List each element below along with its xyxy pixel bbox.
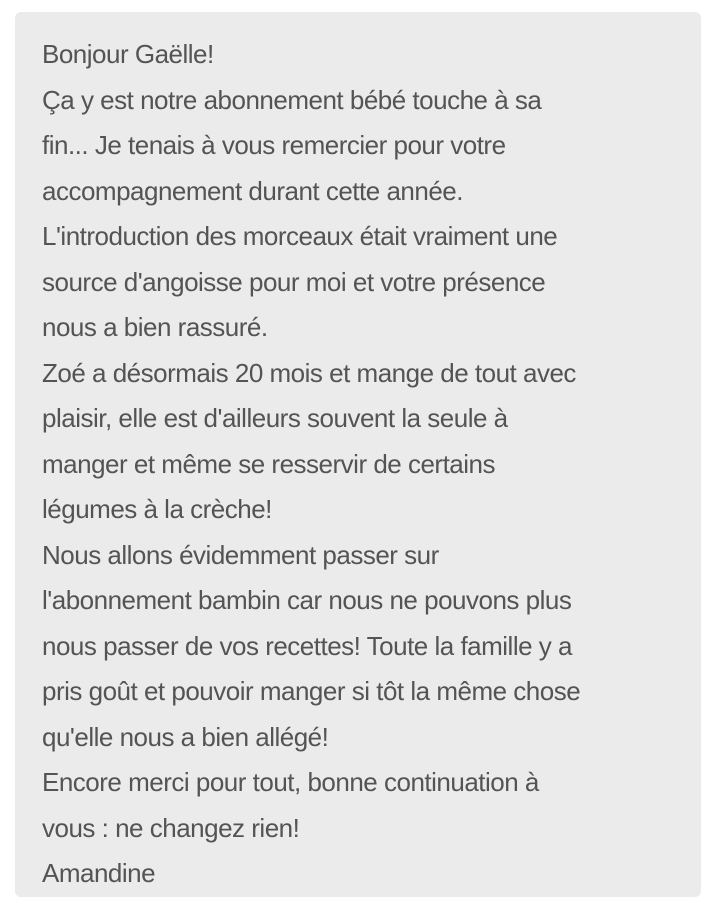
message-line: Zoé a désormais 20 mois et mange de tout avec — [42, 357, 576, 388]
message-line: accompagnement durant cette année. — [42, 175, 463, 206]
message-line: légumes à la crèche! — [42, 494, 272, 524]
message-line: nous a bien rassuré. — [42, 312, 268, 342]
message-line: vous : ne changez rien! — [42, 812, 300, 843]
signature: Amandine — [42, 858, 156, 888]
message-line: pris goût et pouvoir manger si tôt la même chose — [42, 676, 581, 706]
message-line: nous passer de vos recettes! Toute la famille y a — [42, 630, 572, 661]
message-line: Ça y est notre abonnement bébé touche à sa — [42, 84, 542, 115]
message-line: qu'elle nous a bien allégé! — [42, 721, 329, 752]
message-line: Encore merci pour tout, bonne continuation à — [42, 767, 539, 797]
message-line: manger et même se resservir de certains — [42, 448, 496, 479]
message-line: fin... Je tenais à vous remercier pour votre — [42, 130, 506, 160]
greeting: Bonjour Gaëlle! — [42, 39, 214, 69]
message-line: l'abonnement bambin car nous ne pouvons plus — [42, 585, 572, 615]
message-line: L'introduction des morceaux était vraiment une — [42, 221, 558, 251]
message-line: source d'angoisse pour moi et votre présence — [42, 266, 546, 297]
message-line: Nous allons évidemment passer sur — [42, 539, 439, 570]
message-line: plaisir, elle est d'ailleurs souvent la seule à — [42, 403, 508, 433]
testimonial-card — [15, 12, 701, 897]
